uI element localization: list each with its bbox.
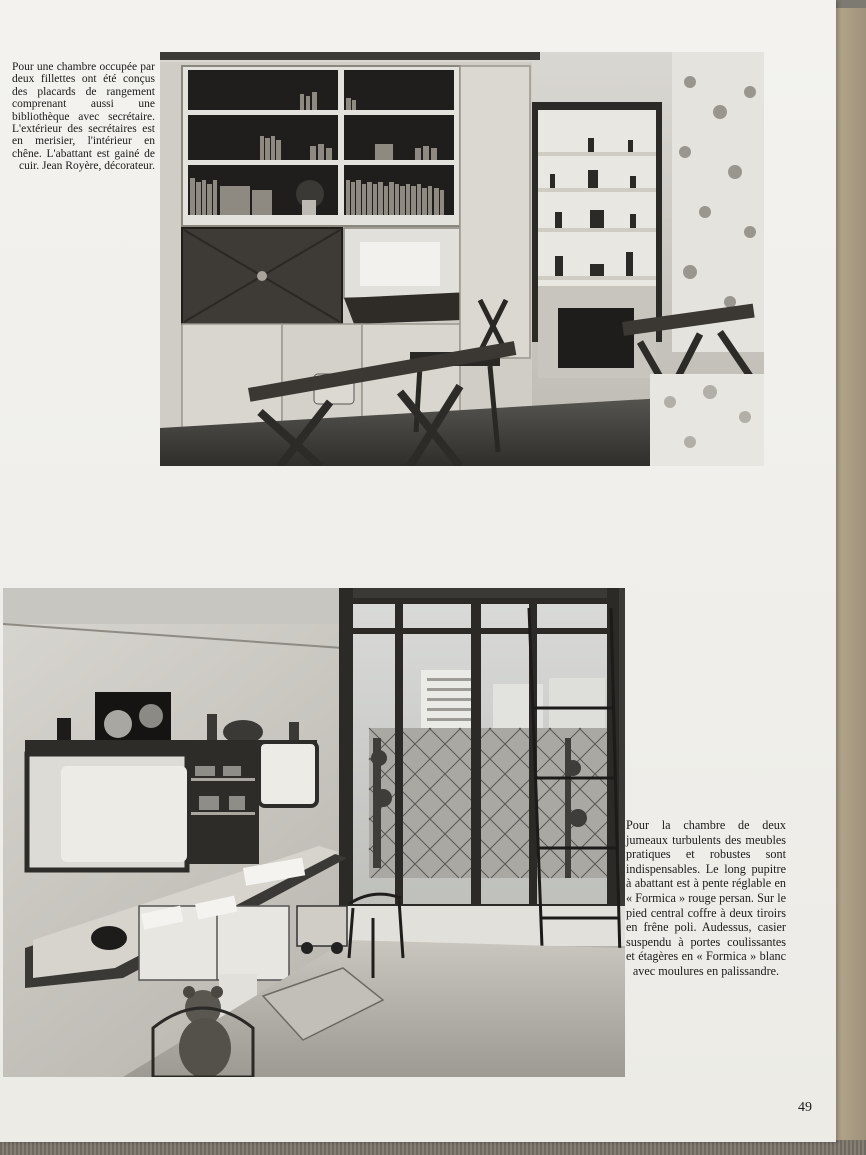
- caption-top: Pour une chambre occupée par deux fillettes ont été conçus des placards de rangement comprenant aussi une bibliothèque avec secrétaire. L'extérieur des secrétaires est en merisier, l'intérieur en chêne. L'abattant est gainé de cuir. Jean Royère, décorateur.: [12, 61, 155, 173]
- photo-twins-bedroom: [3, 588, 625, 1077]
- page-number: 49: [798, 1100, 812, 1115]
- caption-bottom: Pour la chambre de deux jumeaux turbulents des meubles pratiques et robustes sont indispensables. Le long pupitre à abattant est à pente réglable en « Formica » rouge persan. Sur le pied central coffre à deux tiroirs en frêne poli. Audessus, casier suspendu à portes coulissantes et étagères en « Formica » blanc avec moulures en palissandre.: [626, 818, 786, 978]
- bedroom-bookcase-secretary-photo-icon: [160, 52, 764, 466]
- book-cover-edge: [0, 1140, 866, 1155]
- photo-bedroom-bookcase: [160, 52, 764, 466]
- twins-bedroom-desk-photo-icon: [3, 588, 625, 1077]
